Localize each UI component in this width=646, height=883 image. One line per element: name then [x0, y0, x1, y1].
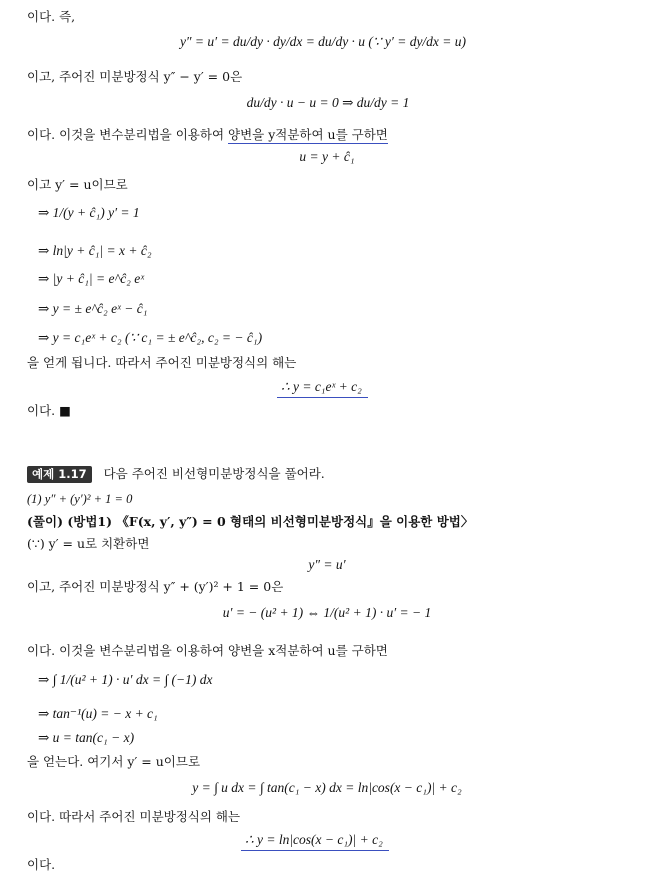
- equation: ⇒ y = c₁eˣ + c₂ (∵ c₁ = ± e^ĉ₂, c₂ = − ĉ₁): [38, 330, 263, 345]
- text-line: 이고, 주어진 미분방정식 y″ + (y′)² + 1 = 0은: [27, 579, 284, 594]
- final-answer: ∴ y = c₁eˣ + c₂: [277, 380, 368, 398]
- text-line: 이고 y′ = u이므로: [27, 177, 128, 192]
- equation: y = ∫ u dx = ∫ tan(c₁ − x) dx = ln|cos(x − c₁)| + c₂: [192, 780, 462, 795]
- equation: ⇒ ln|y + ĉ₁| = x + ĉ₂: [38, 243, 152, 258]
- equation: ⇒ u = tan(c₁ − x): [38, 730, 135, 745]
- equation: ⇒ 1/(y + ĉ₁) y′ = 1: [38, 205, 140, 220]
- equation: u′ = − (u² + 1) ⇔ 1/(u² + 1) · u′ = − 1: [222, 605, 432, 620]
- problem-statement: (1) y″ + (y′)² + 1 = 0: [27, 492, 133, 506]
- text-line: (∵) y′ = u로 치환하면: [27, 536, 150, 551]
- final-answer: ∴ y = ln|cos(x − c₁)| + c₂: [241, 833, 389, 851]
- equation: y″ = u′: [308, 557, 346, 572]
- underlined-text: 양변을 y적분하여 u를 구하면: [228, 127, 388, 142]
- text-fragment: 이다. 이것을 변수분리법을 이용하여: [27, 127, 228, 142]
- equation: ⇒ tan⁻¹(u) = − x + c₁: [38, 706, 158, 721]
- text-line: 이고, 주어진 미분방정식 y″ − y′ = 0은: [27, 69, 243, 84]
- example-prompt: 다음 주어진 비선형미분방정식을 풀어라.: [103, 466, 325, 481]
- text-line: 이다. 따라서 주어진 미분방정식의 해는: [27, 809, 241, 824]
- equation: ⇒ ∫ 1/(u² + 1) · u′ dx = ∫ (−1) dx: [38, 672, 213, 687]
- solution-heading: (풀이) (방법1) 《F(x, y′, y″) = 0 형태의 비선형미분방정식』을 이용한 방법〉: [27, 514, 474, 529]
- text-line: 을 얻게 됩니다. 따라서 주어진 미분방정식의 해는: [27, 355, 297, 370]
- example-header: [27, 466, 325, 483]
- text-line: 을 얻는다. 여기서 y′ = u이므로: [27, 754, 201, 769]
- equation: ⇒ y = ± e^ĉ₂ eˣ − ĉ₁: [38, 301, 148, 316]
- text-line: 이다. 이것을 변수분리법을 이용하여 양변을 x적분하여 u를 구하면: [27, 643, 388, 658]
- example-badge: 예제 1.17: [27, 466, 92, 483]
- equation: y″ = u′ = du/dy · dy/dx = du/dy · u (∵ y′ = dy/dx = u): [179, 34, 467, 49]
- text-line: 이다. ■: [27, 403, 71, 418]
- text-line: [27, 128, 388, 142]
- equation: u = y + ĉ₁: [299, 149, 355, 164]
- text-line: 이다. 즉,: [27, 9, 76, 24]
- text-line: 이다.: [27, 857, 56, 872]
- equation: du/dy · u − u = 0 ⇒ du/dy = 1: [246, 95, 410, 110]
- equation: ⇒ |y + ĉ₁| = e^ĉ₂ eˣ: [38, 271, 145, 286]
